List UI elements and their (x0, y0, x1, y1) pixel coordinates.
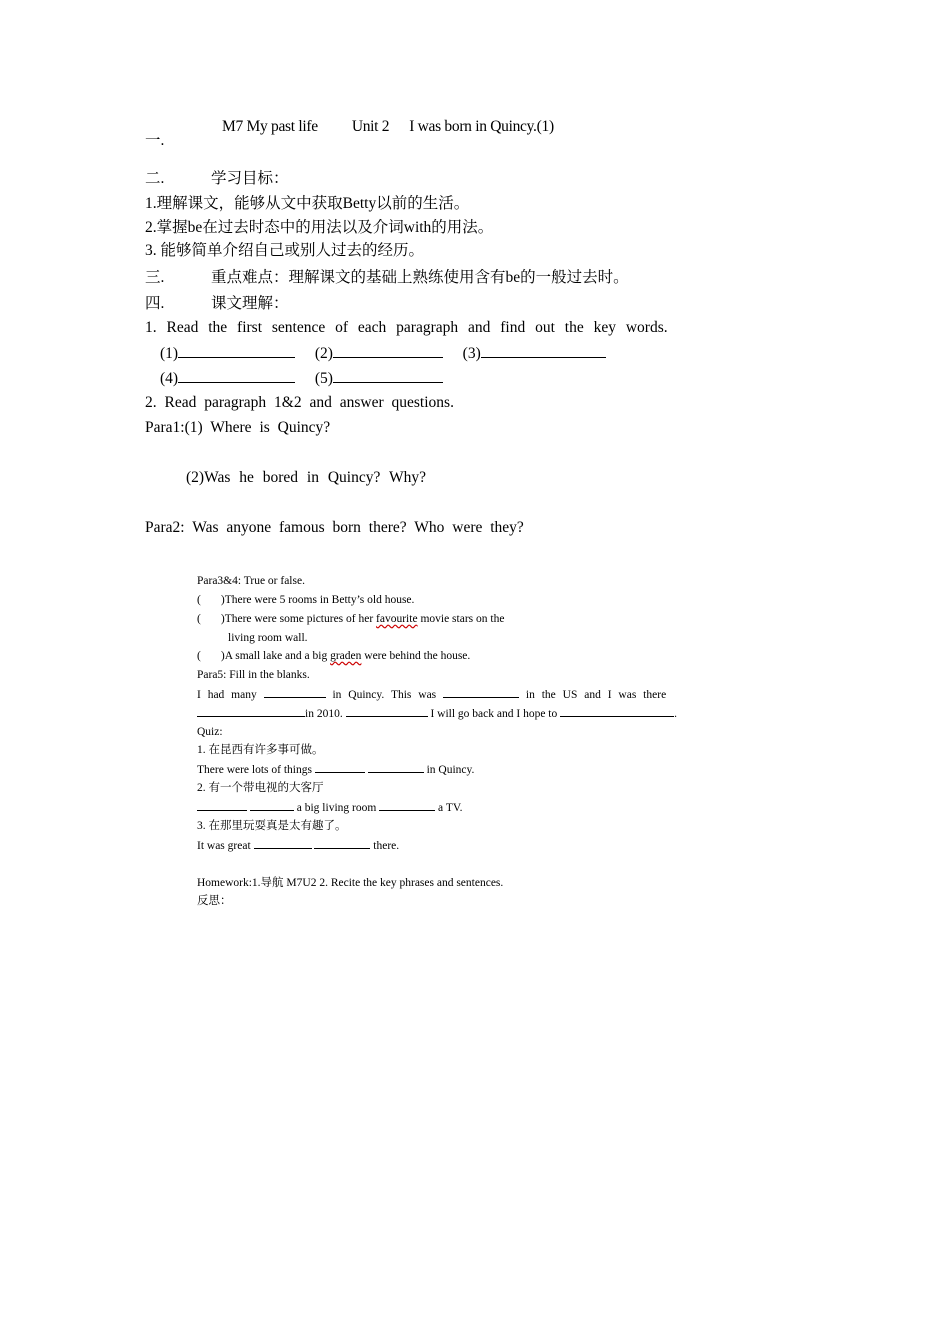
quiz-3-text-b: there. (373, 840, 400, 852)
tf-item-3 (197, 648, 470, 664)
answer-blank-4[interactable] (178, 368, 295, 383)
tf-text-3a: A small lake and a big (224, 650, 331, 662)
tf-item-2-continuation: living room wall. (228, 632, 308, 644)
quiz-1-blank-1[interactable] (315, 761, 365, 773)
quiz-heading: Quiz: (197, 726, 223, 738)
para5-blank-5[interactable] (560, 705, 674, 717)
para5-text-5: I will go back and I hope to (430, 708, 558, 720)
quiz-2-blank-2[interactable] (250, 799, 294, 811)
tf-item-1 (197, 592, 414, 608)
para5-blank-4[interactable] (346, 705, 428, 717)
para5-line-2 (197, 705, 677, 722)
page-title (222, 117, 554, 137)
section-marker-1: 一. (145, 132, 165, 149)
quiz-2-text-a: a big living room (296, 802, 377, 814)
para5-text-4: in 2010. (305, 708, 343, 720)
para5-blank-1[interactable] (264, 686, 326, 698)
para5-blank-3[interactable] (197, 705, 305, 717)
para5-text-3: in the US and I was there (525, 689, 667, 701)
goal-item-3: 3. 能够简单介绍自己或别人过去的经历。 (145, 242, 425, 259)
para5-text-2: in Quincy. This was (332, 689, 437, 701)
quiz-1-text-a: There were lots of things (197, 764, 312, 776)
tf-paren-open-3: ( (197, 650, 201, 662)
quiz-item-1-en (197, 761, 474, 778)
blank-label-2: (2) (314, 345, 333, 362)
quiz-2-blank-1[interactable] (197, 799, 247, 811)
reflection-label: 反思： (197, 895, 232, 907)
section-marker-3: 三. (145, 269, 165, 286)
tf-item-2 (197, 611, 504, 627)
comprehension-heading: 课文理解： (211, 295, 289, 312)
blank-row-1 (160, 343, 606, 364)
tf-text-3-marked: graden (330, 650, 362, 662)
tf-paren-close-2: ) (220, 613, 225, 625)
blank-label-3: (3) (462, 345, 481, 362)
quiz-3-text-a: It was great (197, 840, 251, 852)
para34-heading: Para3&4: True or false. (197, 575, 305, 587)
blank-row-2 (160, 368, 443, 389)
answer-blank-5[interactable] (333, 368, 443, 383)
tf-paren-open-2: ( (197, 613, 201, 625)
para5-text-1: I had many (197, 689, 257, 701)
title-module: M7 My past life (222, 118, 318, 135)
section-marker-4: 四. (145, 295, 165, 312)
quiz-2-blank-3[interactable] (379, 799, 435, 811)
tf-text-2-marked: favourite (376, 613, 418, 625)
homework: Homework:1.导航 M7U2 2. Recite the key phrases and sentences. (197, 877, 504, 889)
title-lesson: I was born in Quincy.(1) (409, 118, 554, 135)
blank-label-1: (1) (160, 345, 179, 362)
answer-blank-3[interactable] (481, 343, 606, 358)
section-marker-2: 二. (145, 170, 165, 187)
blank-label-5: (5) (314, 370, 333, 387)
quiz-item-2-en (197, 799, 463, 816)
quiz-item-1-zh: 1. 在昆西有许多事可做。 (197, 744, 324, 756)
quiz-2-text-b: a TV. (438, 802, 463, 814)
quiz-item-3-en (197, 837, 399, 854)
answer-blank-1[interactable] (178, 343, 295, 358)
goal-item-1: 1.理解课文，能够从文中获取Betty以前的生活。 (145, 195, 470, 212)
answer-blank-2[interactable] (333, 343, 443, 358)
para5-heading: Para5: Fill in the blanks. (197, 669, 310, 681)
tf-paren-close-1: ) (220, 594, 225, 606)
tf-paren-close-3: ) (220, 650, 225, 662)
quiz-1-blank-2[interactable] (368, 761, 424, 773)
para5-line-1 (197, 686, 666, 703)
quiz-1-text-b: in Quincy. (426, 764, 475, 776)
para1-question-1: Para1:(1) Where is Quincy? (145, 419, 331, 436)
quiz-item-2-zh: 2. 有一个带电视的大客厅 (197, 782, 324, 794)
tf-paren-open-1: ( (197, 594, 201, 606)
goal-item-2: 2.掌握be在过去时态中的用法以及介词with的用法。 (145, 219, 494, 236)
tf-text-3b: were behind the house. (361, 650, 471, 662)
goals-heading: 学习目标： (211, 170, 289, 187)
difficulty-text: 重点难点：理解课文的基础上熟练使用含有be的一般过去时。 (211, 269, 629, 286)
task-1: 1. Read the first sentence of each paragraph and find out the key words. (145, 319, 668, 336)
para5-blank-2[interactable] (443, 686, 519, 698)
title-unit: Unit 2 (351, 118, 390, 135)
para2-question: Para2: Was anyone famous born there? Who were they? (145, 519, 524, 536)
tf-text-1: There were 5 rooms in Betty’s old house. (224, 594, 415, 606)
tf-text-2a: There were some pictures of her (224, 613, 377, 625)
para5-text-6: . (674, 708, 677, 720)
quiz-3-blank-2[interactable] (314, 837, 370, 849)
quiz-3-blank-1[interactable] (254, 837, 312, 849)
blank-label-4: (4) (160, 370, 179, 387)
task-2: 2. Read paragraph 1&2 and answer questions. (145, 394, 454, 411)
quiz-item-3-zh: 3. 在那里玩耍真是太有趣了。 (197, 820, 347, 832)
para1-question-2: (2)Was he bored in Quincy? Why? (186, 469, 426, 486)
tf-text-2b: movie stars on the (417, 613, 505, 625)
